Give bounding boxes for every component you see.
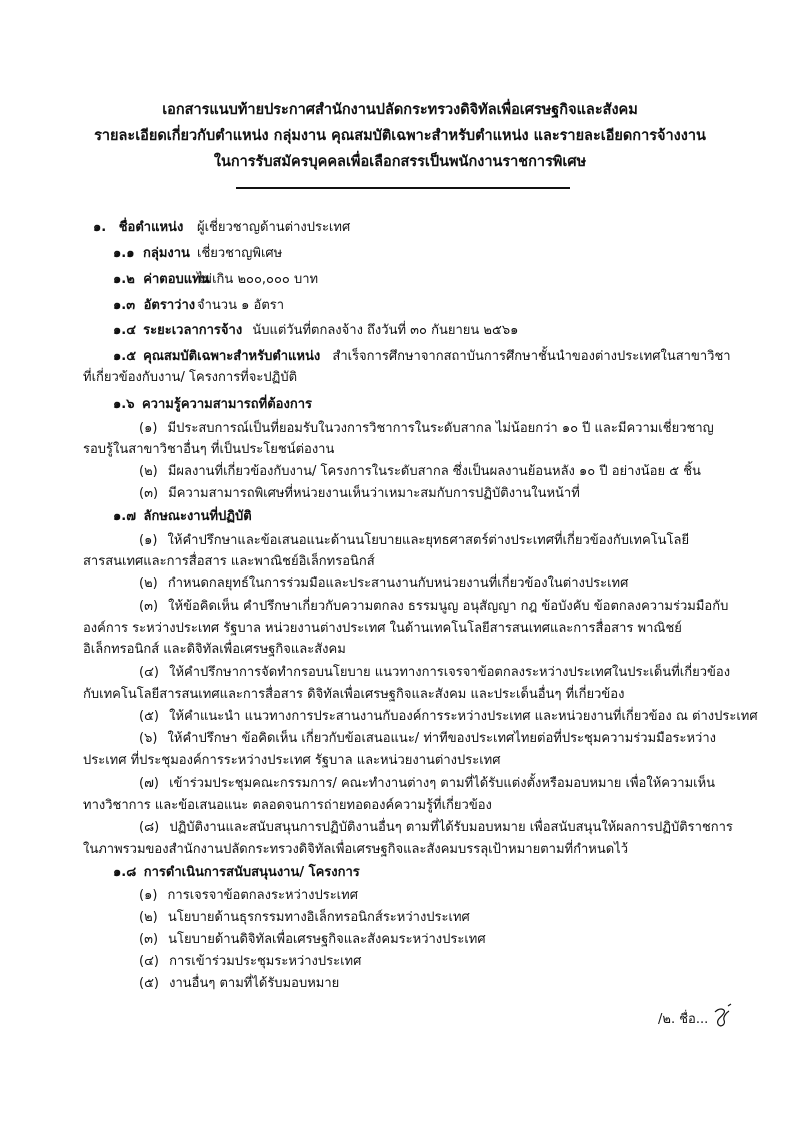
skill-item-1-text: มีประสบการณ์เป็นที่ยอมรับในวงการวิชาการในระดับสากล ไม่น้อยกว่า ๑๐ ปี และมีความเชี่ยวชาญ (167, 421, 714, 436)
section-1-3-number: ๑.๓ (113, 298, 136, 313)
support-item-5-number: (๕) (139, 976, 159, 991)
duty-item-4-text: ให้คำปรึกษาการจัดทำกรอบนโยบาย แนวทางการเจรจาข้อตกลงระหว่างประเทศในประเด็นที่เกี่ยวข้อง (169, 665, 731, 680)
duty-item-4-line-1 (139, 664, 730, 682)
support-item-2-number: (๒) (139, 910, 158, 925)
duty-item-2-text: กำหนดกลยุทธ์ในการร่วมมือและประสานงานกับหน่วยงานที่เกี่ยวข้องในต่างประเทศ (167, 576, 629, 591)
duty-item-2 (139, 575, 628, 593)
support-item-1-number: (๑) (139, 888, 158, 903)
support-item-1 (139, 887, 358, 905)
title-separator-rule (236, 187, 570, 189)
duty-item-8-line-2: ในภาพรวมของสำนักงานปลัดกระทรวงดิจิทัลเพื่อเศรษฐกิจและสังคมบรรลุเป้าหมายตามที่กำหนดไว้ (83, 842, 629, 857)
skill-item-2-number: (๒) (139, 464, 158, 479)
duty-item-3-number: (๓) (139, 599, 159, 614)
duty-item-6-text: ให้คำปรึกษา ข้อคิดเห็น เกี่ยวกับข้อเสนอแนะ/ ท่าทีของประเทศไทยต่อที่ประชุมความร่วมมือระหว่าง (167, 731, 717, 746)
section-1-7-heading (113, 508, 252, 526)
section-1-number: ๑. (93, 220, 107, 235)
duty-item-3-text: ให้ข้อคิดเห็น คำปรึกษาเกี่ยวกับความตกลง ธรรมนูญ อนุสัญญา กฎ ข้อบังคับ ข้อตกลงความร่วมมือกับ (168, 599, 729, 614)
support-item-4-number: (๔) (139, 954, 159, 969)
duty-item-7-line-1 (139, 775, 715, 793)
duty-item-5-number: (๕) (139, 709, 159, 724)
section-1-3-label: อัตราว่าง (143, 298, 196, 313)
duty-item-8-line-1 (139, 819, 733, 837)
duty-item-6-number: (๖) (139, 731, 158, 746)
employment-period-value: นับแต่วันที่ตกลงจ้าง ถึงวันที่ ๓๐ กันยายน ๒๕๖๑ (252, 323, 519, 338)
duty-item-8-text: ปฏิบัติงานและสนับสนุนการปฏิบัติงานอื่นๆ ตามที่ได้รับมอบหมาย เพื่อสนับสนุนให้ผลการปฏิบัติราชการ (169, 820, 733, 835)
skill-item-2-text: มีผลงานที่เกี่ยวข้องกับงาน/ โครงการในระดับสากล ซึ่งเป็นผลงานย้อนหลัง ๑๐ ปี อย่างน้อย ๕ ชิ้น (167, 464, 701, 479)
section-1-3-heading (113, 297, 195, 315)
duty-item-4-number: (๔) (139, 665, 159, 680)
duty-item-6-line-2: ประเทศ ที่ประชุมองค์การระหว่างประเทศ รัฐบาล และหน่วยงานต่างประเทศ (83, 753, 501, 768)
section-1-4-number: ๑.๔ (113, 323, 137, 338)
document-title-line-1: เอกสารแนบท้ายประกาศสำนักงานปลัดกระทรวงดิจิทัลเพื่อเศรษฐกิจและสังคม (162, 102, 638, 118)
section-1-heading (93, 219, 183, 237)
duty-item-1-number: (๑) (139, 533, 158, 548)
position-name-value: ผู้เชี่ยวชาญด้านต่างประเทศ (197, 220, 351, 235)
duty-item-1-text: ให้คำปรึกษาและข้อเสนอแนะด้านนโยบายและยุทธศาสตร์ต่างประเทศที่เกี่ยวข้องกับเทคโนโลยี (167, 533, 690, 548)
support-item-1-text: การเจรจาข้อตกลงระหว่างประเทศ (167, 888, 358, 903)
section-1-label: ชื่อตำแหน่ง (118, 220, 184, 235)
skill-item-3 (139, 485, 580, 503)
duty-item-7-line-2: ทางวิชาการ และข้อเสนอแนะ ตลอดจนการถ่ายทอดองค์ความรู้ที่เกี่ยวข้อง (83, 798, 492, 813)
support-item-2-text: นโยบายด้านธุรกรรมทางอิเล็กทรอนิกส์ระหว่างประเทศ (167, 910, 470, 925)
skill-item-1-line-2: รอบรู้ในสาขาวิชาอื่นๆ ที่เป็นประโยชน์ต่องาน (83, 442, 335, 457)
section-1-2-number: ๑.๒ (113, 272, 135, 287)
duty-item-2-number: (๒) (139, 576, 158, 591)
skill-item-3-text: มีความสามารถพิเศษที่หน่วยงานเห็นว่าเหมาะสมกับการปฏิบัติงานในหน้าที่ (168, 486, 580, 501)
section-1-5-number: ๑.๕ (113, 349, 137, 364)
support-item-3-text: นโยบายด้านดิจิทัลเพื่อเศรษฐกิจและสังคมระหว่างประเทศ (168, 932, 486, 947)
duty-item-1-line-2: สารสนเทศและการสื่อสาร และพาณิชย์อิเล็กทรอนิกส์ (83, 554, 375, 569)
qualification-value-line-2: ที่เกี่ยวข้องกับงาน/ โครงการที่จะปฏิบัติ (83, 370, 298, 385)
support-item-3-number: (๓) (139, 932, 159, 947)
duty-item-1-line-1 (139, 532, 689, 550)
section-1-6-number: ๑.๖ (113, 397, 135, 412)
section-1-2-heading (113, 271, 210, 289)
page-continuation-note (658, 1003, 734, 1036)
skill-item-2 (139, 463, 701, 481)
section-1-6-label: ความรู้ความสามารถที่ต้องการ (141, 397, 312, 412)
duty-item-7-number: (๗) (139, 776, 159, 791)
section-1-4-line (113, 322, 518, 340)
section-1-8-label: การดำเนินการสนับสนุนงาน/ โครงการ (143, 865, 360, 880)
support-item-3 (139, 931, 486, 949)
document-title-line-2: รายละเอียดเกี่ยวกับตำแหน่ง กลุ่มงาน คุณสมบัติเฉพาะสำหรับตำแหน่ง และรายละเอียดการจ้างงาน (94, 128, 706, 144)
section-1-7-label: ลักษณะงานที่ปฏิบัติ (143, 509, 252, 524)
duty-item-5 (139, 708, 758, 726)
duty-item-3-line-2: องค์การ ระหว่างประเทศ รัฐบาล หน่วยงานต่างประเทศ ในด้านเทคโนโลยีสารสนเทศและการสื่อสาร พาณิชย์ (83, 621, 682, 636)
job-group-value: เชี่ยวชาญพิเศษ (197, 246, 283, 261)
support-item-2 (139, 909, 470, 927)
skill-item-3-number: (๓) (139, 486, 159, 501)
duty-item-3-line-3: อิเล็กทรอนิกส์ และดิจิทัลเพื่อเศรษฐกิจและสังคม (83, 642, 346, 657)
section-1-4-label: ระยะเวลาการจ้าง (143, 323, 243, 338)
support-item-5 (139, 975, 339, 993)
section-1-8-heading (113, 864, 360, 882)
section-1-1-heading (113, 245, 190, 263)
duty-item-3-line-1 (139, 598, 728, 616)
duty-item-4-line-2: กับเทคโนโลยีสารสนเทศและการสื่อสาร ดิจิทัลเพื่อเศรษฐกิจและสังคม และประเด็นอื่นๆ ที่เกี่ยวข้อง (83, 687, 625, 702)
support-item-4 (139, 953, 361, 971)
section-1-1-label: กลุ่มงาน (142, 246, 190, 261)
section-1-5-line-1 (113, 348, 731, 366)
section-1-1-number: ๑.๑ (113, 246, 135, 261)
skill-item-1-line-1 (139, 420, 714, 438)
support-item-4-text: การเข้าร่วมประชุมระหว่างประเทศ (169, 954, 362, 969)
document-title-line-3: ในการรับสมัครบุคคลเพื่อเลือกสรรเป็นพนักงานราชการพิเศษ (213, 154, 587, 170)
continuation-text: /๒. ชื่อ... (658, 1012, 709, 1027)
vacancy-value: จำนวน ๑ อัตรา (197, 298, 285, 313)
section-1-8-number: ๑.๘ (113, 865, 137, 880)
duty-item-8-number: (๘) (139, 820, 160, 835)
duty-item-7-text: เข้าร่วมประชุมคณะกรรมการ/ คณะทำงานต่างๆ ตามที่ได้รับแต่งตั้งหรือมอบหมาย เพื่อให้ความเห็น (169, 776, 716, 791)
section-1-2-label: ค่าตอบแทน (143, 272, 210, 287)
support-item-5-text: งานอื่นๆ ตามที่ได้รับมอบหมาย (169, 976, 340, 991)
section-1-5-label: คุณสมบัติเฉพาะสำหรับตำแหน่ง (143, 349, 321, 364)
duty-item-5-text: ให้คำแนะนำ แนวทางการประสานงานกับองค์การระหว่างประเทศ และหน่วยงานที่เกี่ยวข้อง ณ ต่างประเทศ (169, 709, 758, 724)
skill-item-1-number: (๑) (139, 421, 158, 436)
section-1-6-heading (113, 396, 312, 414)
section-1-7-number: ๑.๗ (113, 509, 136, 524)
duty-item-6-line-1 (139, 730, 716, 748)
handwritten-initials-icon (712, 1003, 734, 1036)
qualification-value-line-1: สำเร็จการศึกษาจากสถาบันการศึกษาชั้นนำของต่างประเทศในสาขาวิชา (332, 349, 731, 364)
compensation-value: ไม่เกิน ๒๐๐,๐๐๐ บาท (197, 272, 319, 287)
